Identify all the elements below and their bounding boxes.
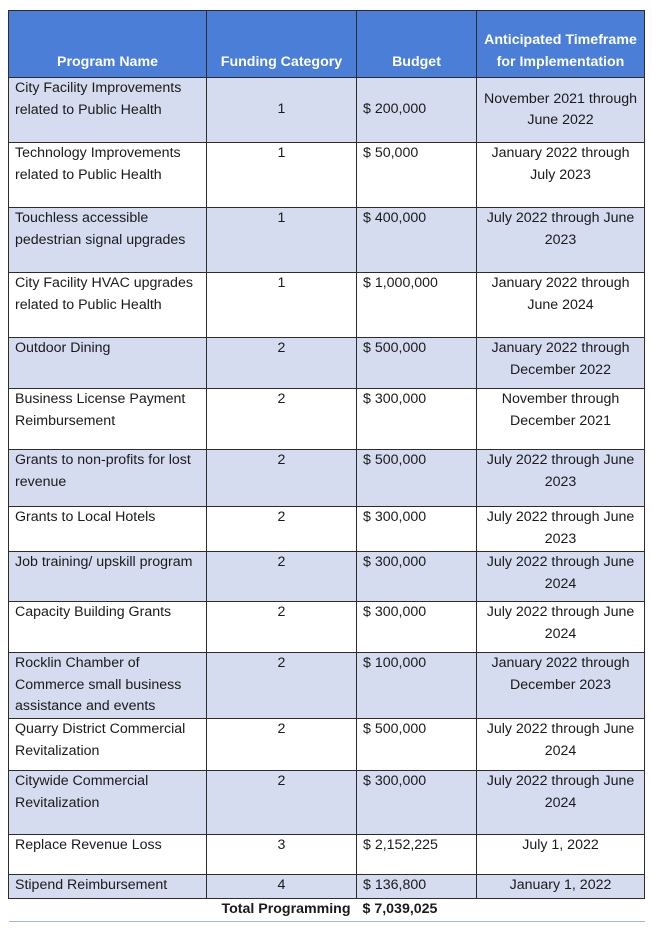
funding-category-cell: 2 bbox=[207, 719, 357, 771]
table-row bbox=[9, 835, 645, 875]
funding-category-cell: 3 bbox=[207, 835, 357, 875]
funding-category-cell: 1 bbox=[207, 78, 357, 143]
budget-cell: $ 50,000 bbox=[357, 143, 477, 208]
budget-cell: $ 136,800 bbox=[357, 875, 477, 899]
program-name-cell: Business License Payment Reimbursement bbox=[9, 389, 207, 450]
table-row bbox=[9, 771, 645, 835]
funding-category-cell: 2 bbox=[207, 602, 357, 653]
program-name-cell: Replace Revenue Loss bbox=[9, 835, 207, 875]
header-timeframe: Anticipated Timeframe for Implementation bbox=[477, 11, 645, 78]
timeframe-cell: July 2022 through June 2023 bbox=[477, 507, 645, 552]
table-row bbox=[9, 653, 645, 719]
timeframe-cell: January 2022 through July 2023 bbox=[477, 143, 645, 208]
table-row bbox=[9, 389, 645, 450]
budget-cell: $ 1,000,000 bbox=[357, 273, 477, 338]
program-name-cell: City Facility Improvements related to Public Health bbox=[9, 78, 207, 143]
timeframe-cell: January 2022 through December 2023 bbox=[477, 653, 645, 719]
funding-category-cell: 1 bbox=[207, 208, 357, 273]
header-program-name: Program Name bbox=[9, 11, 207, 78]
program-name-cell: City Facility HVAC upgrades related to Public Health bbox=[9, 273, 207, 338]
timeframe-cell: January 2022 through December 2022 bbox=[477, 338, 645, 389]
budget-cell: $ 300,000 bbox=[357, 552, 477, 602]
table-header-row bbox=[9, 11, 645, 78]
total-spacer bbox=[9, 899, 207, 922]
table-row bbox=[9, 602, 645, 653]
budget-cell: $ 200,000 bbox=[357, 78, 477, 143]
program-name-cell: Outdoor Dining bbox=[9, 338, 207, 389]
timeframe-cell: July 2022 through June 2024 bbox=[477, 602, 645, 653]
program-name-cell: Grants to Local Hotels bbox=[9, 507, 207, 552]
budget-cell: $ 300,000 bbox=[357, 771, 477, 835]
program-name-cell: Touchless accessible pedestrian signal upgrades bbox=[9, 208, 207, 273]
timeframe-cell: January 2022 through June 2024 bbox=[477, 273, 645, 338]
budget-cell: $ 500,000 bbox=[357, 719, 477, 771]
timeframe-cell: July 2022 through June 2024 bbox=[477, 771, 645, 835]
program-name-cell: Quarry District Commercial Revitalization bbox=[9, 719, 207, 771]
total-value: $ 7,039,025 bbox=[357, 899, 477, 922]
program-name-cell: Stipend Reimbursement bbox=[9, 875, 207, 899]
table-row bbox=[9, 338, 645, 389]
funding-category-cell: 2 bbox=[207, 450, 357, 507]
budget-cell: $ 400,000 bbox=[357, 208, 477, 273]
budget-cell: $ 500,000 bbox=[357, 450, 477, 507]
timeframe-cell: July 2022 through June 2024 bbox=[477, 719, 645, 771]
program-name-cell: Job training/ upskill program bbox=[9, 552, 207, 602]
budget-cell: $ 300,000 bbox=[357, 507, 477, 552]
table-row bbox=[9, 719, 645, 771]
table-row bbox=[9, 875, 645, 899]
table-row bbox=[9, 450, 645, 507]
header-funding-category: Funding Category bbox=[207, 11, 357, 78]
table-row bbox=[9, 208, 645, 273]
timeframe-cell: July 1, 2022 bbox=[477, 835, 645, 875]
program-name-cell: Capacity Building Grants bbox=[9, 602, 207, 653]
timeframe-cell: November through December 2021 bbox=[477, 389, 645, 450]
programming-table bbox=[8, 10, 645, 922]
total-row bbox=[9, 899, 645, 922]
table-row bbox=[9, 507, 645, 552]
table-row bbox=[9, 552, 645, 602]
header-budget: Budget bbox=[357, 11, 477, 78]
table-row bbox=[9, 78, 645, 143]
funding-category-cell: 4 bbox=[207, 875, 357, 899]
funding-category-cell: 2 bbox=[207, 552, 357, 602]
funding-category-cell: 1 bbox=[207, 143, 357, 208]
budget-cell: $ 300,000 bbox=[357, 389, 477, 450]
table-row bbox=[9, 273, 645, 338]
funding-category-cell: 1 bbox=[207, 273, 357, 338]
total-spacer bbox=[477, 899, 645, 922]
budget-cell: $ 300,000 bbox=[357, 602, 477, 653]
funding-category-cell: 2 bbox=[207, 338, 357, 389]
program-name-cell: Technology Improvements related to Public Health bbox=[9, 143, 207, 208]
budget-cell: $ 2,152,225 bbox=[357, 835, 477, 875]
timeframe-cell: July 2022 through June 2023 bbox=[477, 450, 645, 507]
budget-cell: $ 100,000 bbox=[357, 653, 477, 719]
program-name-cell: Citywide Commercial Revitalization bbox=[9, 771, 207, 835]
budget-cell: $ 500,000 bbox=[357, 338, 477, 389]
table-row bbox=[9, 143, 645, 208]
total-label: Total Programming bbox=[207, 899, 357, 922]
timeframe-cell: July 2022 through June 2023 bbox=[477, 208, 645, 273]
program-name-cell: Grants to non-profits for lost revenue bbox=[9, 450, 207, 507]
funding-category-cell: 2 bbox=[207, 771, 357, 835]
funding-category-cell: 2 bbox=[207, 653, 357, 719]
program-name-cell: Rocklin Chamber of Commerce small business assistance and events bbox=[9, 653, 207, 719]
funding-category-cell: 2 bbox=[207, 507, 357, 552]
timeframe-cell: July 2022 through June 2024 bbox=[477, 552, 645, 602]
timeframe-cell: November 2021 through June 2022 bbox=[477, 78, 645, 143]
timeframe-cell: January 1, 2022 bbox=[477, 875, 645, 899]
funding-category-cell: 2 bbox=[207, 389, 357, 450]
